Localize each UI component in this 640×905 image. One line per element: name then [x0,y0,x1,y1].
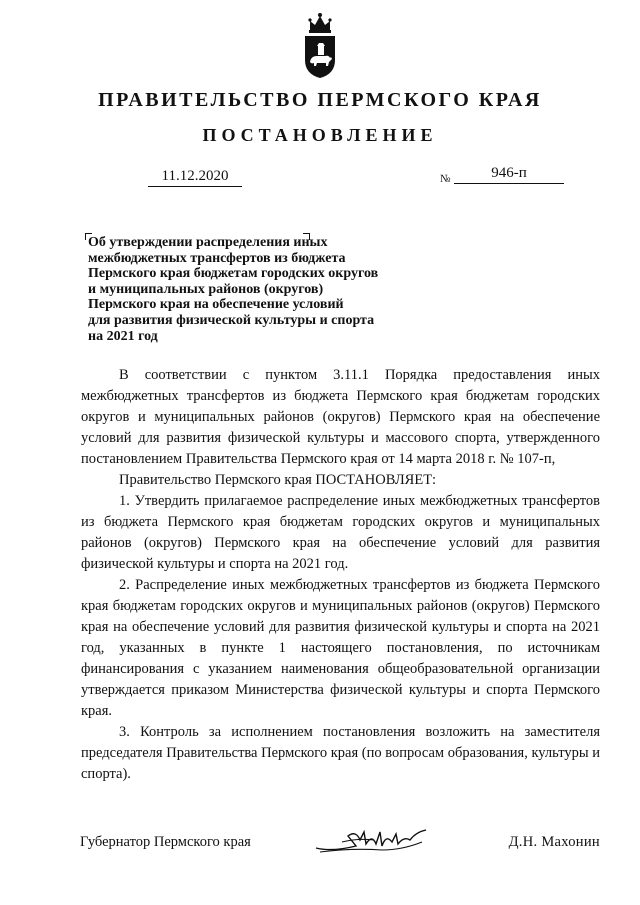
paragraph-item-3: 3. Контроль за исполнением постановления возложить на заместителя председателя Правительства Пермского края (по вопросам образования, культуры и спорта). [81,724,600,782]
signer-position: Губернатор Пермского края [80,834,251,850]
signer-name: Д.Н. Махонин [508,834,600,850]
paragraph-item-2: 2. Распределение иных межбюджетных трансфертов из бюджета Пермского края бюджетам городских округов и муниципальных районов (округов) Пермского края на обеспечение условий для развития физической культуры и спорта на 2021 год, указанных в пункте 1 настоящего постановления, по источникам финансирования с указанием наименования общеобразовательной организации утверждается приказом Министерства физической культуры и спорта Пермского края. [81,577,600,719]
subject-line: на 2021 год [88,328,158,344]
document-type: ПОСТАНОВЛЕНИЕ [202,125,438,145]
subject-line: Пермского края на обеспечение условий [88,297,344,313]
organization-title: ПРАВИТЕЛЬСТВО ПЕРМСКОГО КРАЯ [98,89,542,111]
subject-line: и муниципальных районов (округов) [88,281,324,297]
document-body [81,365,600,785]
document-subject [88,235,418,344]
number-label: № [440,173,451,185]
paragraph-resolves: Правительство Пермского края ПОСТАНОВЛЯЕТ: [119,472,437,488]
coat-of-arms-icon [301,10,339,80]
paragraph-item-1: 1. Утвердить прилагаемое распределение иных межбюджетных трансфертов из бюджета Пермского края бюджетам городских округов и муниципальных районов (округов) Пермского края на обеспечение условий для развития физической культуры и спорта на 2021 год. [81,493,600,572]
subject-line: Об утверждении распределения иных [88,235,328,250]
subject-line: Пермского края бюджетам городских округов [88,266,379,282]
document-number: 946-п [454,163,564,184]
subject-line: межбюджетных трансфертов из бюджета [88,250,346,266]
subject-line: для развития физической культуры и спорта [88,312,375,328]
document-date: 11.12.2020 [148,166,242,187]
paragraph-preamble: В соответствии с пунктом 3.11.1 Порядка предоставления иных межбюджетных трансфертов из бюджета Пермского края бюджетам городских округов и муниципальных районов (округов) Пермского края на обеспечение условий для развития физической культуры и массового спорта, утвержденного постановлением Правительства Пермского края от 14 марта 2018 г. № 107-п, [81,367,600,467]
handwritten-signature [312,822,432,856]
